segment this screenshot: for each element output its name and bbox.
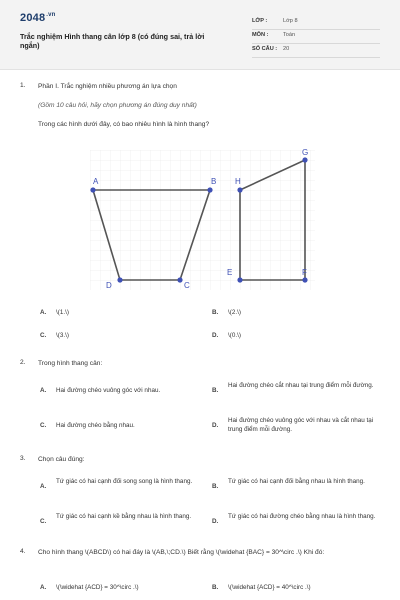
option-label: C. [40, 332, 47, 339]
question-text: Trong các hình dưới đây, có bao nhiêu hình là hình thang? [38, 121, 210, 128]
point-a [90, 187, 95, 192]
meta-key: SỐ CÂU : [252, 46, 278, 52]
option-label: C. [40, 422, 47, 429]
meta-row-class [252, 16, 380, 30]
label-h: H [235, 177, 241, 186]
logo-text: 2048 [20, 12, 46, 24]
option-label: D. [212, 332, 219, 339]
meta-value: 20 [283, 46, 290, 52]
option-text: Hai đường chéo vuông góc với nhau và cắt nhau tại trung điểm mỗi đường. [228, 417, 374, 433]
option-label: A. [40, 387, 47, 394]
option-text: Tứ giác có hai cạnh kề bằng nhau là hình thang. [56, 513, 192, 520]
option-text: \(2.\) [228, 309, 241, 316]
figure-svg [70, 140, 330, 295]
option-text: Hai đường chéo cắt nhau tại trung điểm mỗi đường. [228, 382, 374, 389]
option-text: \(\widehat {ACD} = 30^\circ .\) [56, 584, 139, 591]
meta-key: MÔN : [252, 32, 269, 38]
page-header [0, 0, 400, 70]
option-label: A. [40, 584, 47, 591]
question-number: 1. [20, 82, 26, 89]
logo-suffix: .vn [46, 12, 56, 18]
point-g [302, 157, 307, 162]
site-logo[interactable] [20, 12, 56, 24]
option-text: \(3.\) [56, 332, 69, 339]
question-text: Cho hình thang \(ABCD\) có hai đáy là \(AB,\;CD.\) Biết rằng \(\widehat {BAC} = 30^\circ .\) Khi đó: [38, 549, 325, 556]
point-c [177, 277, 182, 282]
option-text: Tứ giác có hai cạnh đối bằng nhau là hình thang. [228, 478, 365, 485]
question-text: Trong hình thang cân: [38, 360, 103, 367]
question-number: 2. [20, 359, 26, 366]
label-e: E [227, 268, 233, 277]
label-g: G [302, 148, 309, 157]
option-text: Tứ giác có hai cạnh đối song song là hình thang. [56, 478, 193, 485]
option-label: B. [212, 309, 219, 316]
point-e [237, 277, 242, 282]
meta-value: Lớp 8 [283, 18, 298, 24]
meta-value: Toán [283, 32, 296, 38]
option-text: Hai đường chéo vuông góc với nhau. [56, 387, 161, 394]
question-number: 4. [20, 548, 26, 555]
option-text: \(\widehat {ACD} = 40^\circ .\) [228, 584, 311, 591]
meta-row-count [252, 44, 380, 58]
option-text: Hai đường chéo bằng nhau. [56, 422, 135, 429]
meta-row-subject [252, 30, 380, 44]
option-label: D. [212, 422, 219, 429]
page-title: Trắc nghiệm Hình thang cân lớp 8 (có đúng sai, trả lời ngắn) [20, 32, 205, 50]
label-c: C [184, 281, 190, 290]
question-number: 3. [20, 455, 26, 462]
point-b [207, 187, 212, 192]
option-label: C. [40, 518, 47, 525]
meta-key: LỚP : [252, 18, 268, 24]
option-label: A. [40, 483, 47, 490]
label-f: F [302, 268, 307, 277]
point-d [117, 277, 122, 282]
point-h [237, 187, 242, 192]
label-b: B [211, 177, 217, 186]
option-label: D. [212, 518, 219, 525]
option-text: Tứ giác có hai đường chéo bằng nhau là hình thang. [228, 513, 376, 520]
label-d: D [106, 281, 112, 290]
option-label: B. [212, 387, 219, 394]
option-label: B. [212, 584, 219, 591]
option-text: \(0.\) [228, 332, 241, 339]
label-a: A [93, 177, 99, 186]
option-label: A. [40, 309, 47, 316]
section-title: Phần I. Trắc nghiệm nhiều phương án lựa chọn [38, 83, 177, 90]
trapezoid-figure [70, 140, 330, 295]
option-label: B. [212, 483, 219, 490]
section-note: (Gồm 10 câu hỏi, hãy chọn phương án đúng duy nhất) [38, 102, 197, 109]
point-f [302, 277, 307, 282]
option-text: \(1.\) [56, 309, 69, 316]
question-text: Chọn câu đúng: [38, 456, 85, 463]
